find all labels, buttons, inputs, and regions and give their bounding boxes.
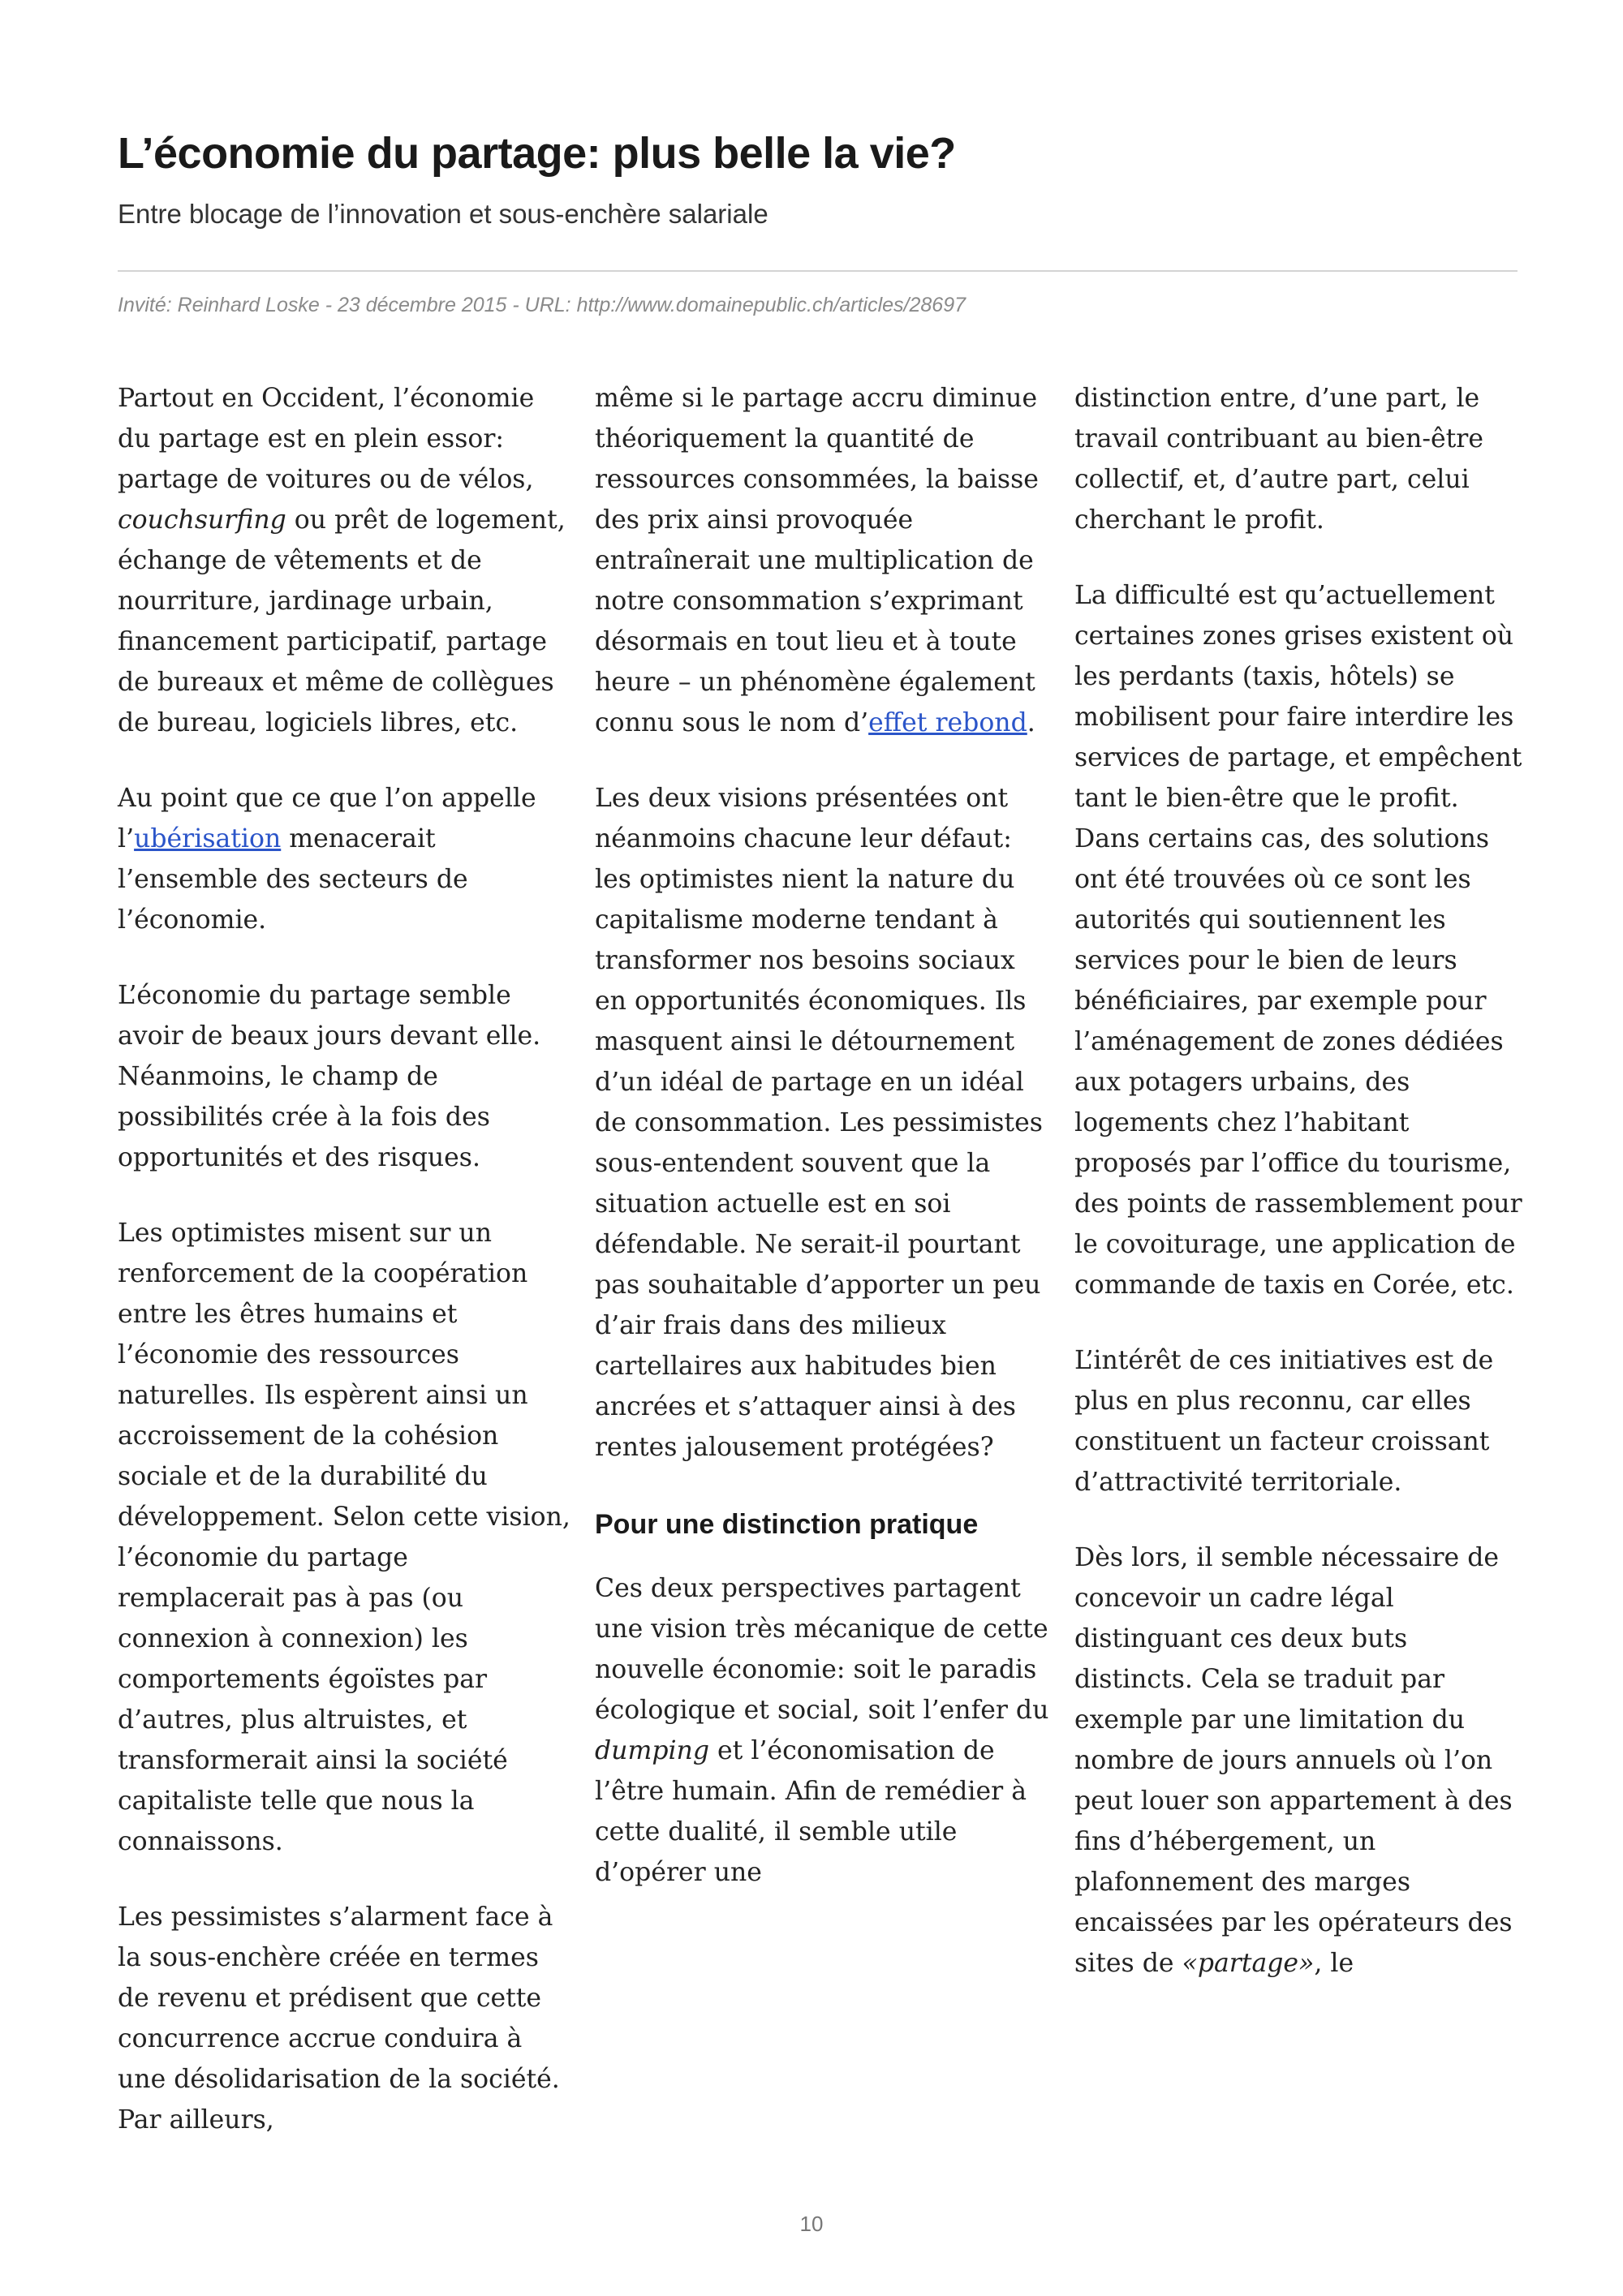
paragraph: L’intérêt de ces initiatives est de plus en plus reconnu, car elles constituent un facteur croissant d’attractivité territoriale. (1074, 1346, 1494, 1497)
paragraph: L’économie du partage semble avoir de beaux jours devant elle. Néanmoins, le champ de possibilités crée à la fois des opportunités et des risques. (118, 981, 541, 1172)
paragraph (1074, 1537, 1529, 1984)
emphasis: couchsurfing (118, 505, 286, 535)
article-title: L’économie du partage: plus belle la vie? (118, 129, 956, 178)
article-meta: Invité: Reinhard Loske - 23 décembre 2015 - URL: http://www.domainepublic.ch/articles/28697 (118, 294, 966, 316)
section-heading: Pour une distinction pratique (595, 1509, 979, 1540)
text: , le (1314, 1949, 1354, 1978)
text: et l’économisation de l’être humain. Afin de remédier à cette dualité, il semble utile d’opérer une (595, 1736, 1027, 1887)
column-2 (595, 378, 1049, 1928)
effet-rebond-link[interactable]: effet rebond (868, 708, 1027, 737)
header-divider (118, 270, 1518, 272)
emphasis: dumping (595, 1736, 710, 1765)
text: . (1027, 708, 1035, 737)
column-3 (1074, 378, 1529, 2019)
uberisation-link[interactable]: ubérisation (134, 824, 282, 853)
text: ou prêt de logement, échange de vêtements et de nourriture, jardinage urbain, financement participatif, partage de bureaux et même de collègues de bureau, logiciels libres, etc. (118, 505, 566, 737)
paragraph: Les pessimistes s’alarment face à la sous-enchère créée en termes de revenu et prédisent que cette concurrence accrue conduira à une désolidarisation de la société. Par ailleurs, (118, 1903, 560, 2135)
text: menacerait l’ensemble des secteurs de l’économie. (118, 824, 468, 935)
paragraph (118, 778, 572, 940)
paragraph: Les deux visions présentées ont néanmoins chacune leur défaut: les optimistes nient la nature du capitalisme moderne tendant à transformer nos besoins sociaux en opportunités économiques. Ils masquent ainsi le détournement d’un idéal de partage en un idéal de consommation. Les pessimistes sous-entendent souvent que la situation actuelle est en soi défendable. Ne serait-il pourtant pas souhaitable d’apporter un peu d’air frais dans des milieux cartellaires aux habitudes bien ancrées et s’attaquer ainsi à des rentes jalousement protégées? (595, 784, 1043, 1462)
text: même si le partage accru diminue théoriquement la quantité de ressources consommées, la baisse des prix ainsi provoquée entraînerait une multiplication de notre consommation s’exprimant désormais en tout lieu et à toute heure – un phénomène également connu sous le nom d’ (595, 384, 1039, 737)
emphasis: «partage» (1182, 1949, 1315, 1978)
text: Ces deux perspectives partagent une vision très mécanique de cette nouvelle économie: soit le paradis écologique et social, soit l’enfer du (595, 1574, 1049, 1725)
paragraph (595, 1568, 1049, 1893)
article-subtitle: Entre blocage de l’innovation et sous-enchère salariale (118, 199, 768, 229)
page-number: 10 (799, 2212, 824, 2236)
text: Partout en Occident, l’économie du partage est en plein essor: partage de voitures ou de vélos, (118, 384, 535, 494)
paragraph (595, 378, 1049, 743)
paragraph: La difficulté est qu’actuellement certaines zones grises existent où les perdants (taxis, hôtels) se mobilisent pour faire interdire les services de partage, et empêchent tant le bien-être que le profit. Dans certains cas, des solutions ont été trouvées où ce sont les autorités qui soutiennent les services pour le bien de leurs bénéficiaires, par exemple pour l’aménagement de zones dédiées aux potagers urbains, des logements chez l’habitant proposés par l’office du tourisme, des points de rassemblement pour le covoiturage, une application de commande de taxis en Corée, etc. (1074, 581, 1522, 1300)
paragraph: distinction entre, d’une part, le travail contribuant au bien-être collectif, et, d’autre part, celui cherchant le profit. (1074, 384, 1483, 535)
text: Dès lors, il semble nécessaire de concevoir un cadre légal distinguant ces deux buts distincts. Cela se traduit par exemple par une limitation du nombre de jours annuels où l’on peut louer son appartement à des fins d’hébergement, un plafonnement des marges encaissées par les opérateurs des sites de (1074, 1543, 1513, 1978)
column-1 (118, 378, 572, 2175)
paragraph: Les optimistes misent sur un renforcement de la coopération entre les êtres humains et l’économie des ressources naturelles. Ils espèrent ainsi un accroissement de la cohésion sociale et de la durabilité du développement. Selon cette vision, l’économie du partage remplacerait pas à pas (ou connexion à connexion) les comportements égoïstes par d’autres, plus altruistes, et transformerait ainsi la société capitaliste telle que nous la connaissons. (118, 1219, 570, 1856)
text: Au point que ce que l’on appelle l’ (118, 784, 536, 853)
paragraph (118, 378, 572, 743)
